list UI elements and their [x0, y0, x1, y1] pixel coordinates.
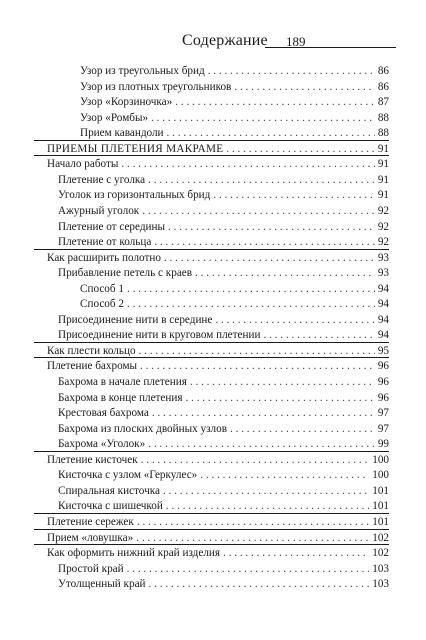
toc-entry-page: 93: [377, 267, 389, 280]
toc-entry-title: Начало работы: [47, 158, 119, 171]
dot-leader: [164, 250, 375, 266]
toc-entry-page: 100: [372, 469, 389, 482]
dot-leader: [190, 374, 375, 390]
dot-leader: [175, 94, 375, 110]
toc-entry-page: 96: [377, 376, 389, 388]
toc-entry-page: 94: [377, 282, 389, 295]
toc-entry[interactable]: [80, 110, 389, 126]
toc-entry[interactable]: [58, 187, 389, 203]
toc-entry[interactable]: [58, 219, 389, 235]
toc-entry[interactable]: [58, 576, 389, 592]
toc-entry[interactable]: [80, 63, 389, 79]
toc-entry-title: Прием «ловушка»: [47, 531, 134, 544]
toc-entry-page: 102: [372, 547, 389, 560]
toc-entry-title: Бахрома в конце плетения: [58, 391, 183, 404]
toc-entry-title: Прибавление петель с краев: [58, 267, 193, 280]
toc-entry-title: Плетение с уголка: [58, 173, 146, 186]
toc-entry[interactable]: [80, 281, 389, 297]
toc-entry-title: Бахрома в начале плетения: [58, 376, 187, 388]
toc-entry-page: 91: [377, 173, 389, 186]
toc-entry-page: 86: [377, 80, 389, 93]
dot-leader: [186, 390, 375, 406]
dot-leader: [121, 156, 374, 172]
dot-leader: [213, 187, 374, 203]
dot-leader: [208, 63, 375, 79]
toc-entry-title: Простой край: [58, 562, 124, 575]
toc-entry-page: 103: [372, 578, 389, 591]
toc-entry-page: 101: [372, 515, 389, 528]
section-rule: [34, 249, 389, 250]
dot-leader: [200, 467, 369, 483]
toc-entry-page: 94: [377, 313, 389, 326]
toc-entry-page: 100: [372, 453, 389, 466]
toc-entry[interactable]: [58, 561, 389, 577]
dot-leader: [151, 110, 375, 126]
toc-entry-title: ПРИЕМЫ ПЛЕТЕНИЯ МАКРАМЕ: [47, 142, 224, 155]
toc-entry-title: Кисточка с шишечкой: [58, 500, 163, 513]
toc-entry-page: 92: [377, 236, 389, 249]
dot-leader: [230, 421, 375, 437]
toc-entry-title: Ажурный уголок: [58, 204, 140, 217]
toc-entry-title: Узор из плотных треугольников: [80, 80, 232, 93]
toc-entry-title: Как плести кольцо: [47, 344, 136, 357]
toc-entry-page: 103: [372, 562, 389, 575]
toc-entry-title: Уголок из горизонтальных брид: [58, 189, 211, 202]
toc-entry-title: Как оформить нижний край изделия: [47, 547, 221, 560]
toc-entry[interactable]: [47, 358, 389, 374]
toc-entry-page: 91: [377, 142, 389, 155]
toc-entry-title: Бахрома из плоских двойных узлов: [58, 422, 227, 435]
toc-entry-title: Узор из треугольных брид: [80, 65, 205, 77]
dot-leader: [152, 405, 375, 421]
toc-entry[interactable]: [80, 79, 389, 95]
toc-entry[interactable]: [58, 374, 389, 390]
toc-entry-title: Плетение сережек: [47, 515, 134, 528]
toc-entry[interactable]: [58, 312, 389, 328]
section-rule: [34, 513, 389, 514]
dot-leader: [168, 219, 375, 235]
page-title: Содержание: [182, 32, 268, 49]
toc-entry-page: 94: [377, 298, 389, 311]
dot-leader: [163, 483, 369, 499]
toc-entry-page: 88: [377, 111, 389, 124]
section-rule: [34, 357, 389, 358]
dot-leader: [148, 172, 375, 188]
toc-entry[interactable]: [80, 94, 389, 110]
toc-entry[interactable]: [47, 250, 389, 266]
page-number: 189: [286, 34, 306, 49]
toc-entry-page: 86: [377, 65, 389, 77]
section-rule: [34, 155, 389, 156]
dot-leader: [141, 452, 370, 468]
toc-entry-title: Узор «Ромбы»: [80, 111, 149, 124]
toc-entry-page: 101: [372, 500, 389, 513]
section-rule: [34, 529, 389, 530]
toc-entry[interactable]: [58, 405, 389, 421]
toc-entry-title: Кисточка с узлом «Геркулес»: [58, 469, 198, 482]
toc-entry-page: 95: [377, 344, 389, 357]
toc-entry-title: Бахрома «Уголок»: [58, 438, 146, 451]
toc-entry-title: Способ 1: [80, 282, 124, 295]
dot-leader: [140, 358, 375, 374]
dot-leader: [234, 79, 374, 95]
toc-entry[interactable]: [58, 172, 389, 188]
dot-leader: [142, 203, 375, 219]
toc-entry-title: Способ 2: [80, 298, 124, 311]
dot-leader: [223, 545, 369, 561]
toc-entry[interactable]: [58, 421, 389, 437]
dot-leader: [215, 312, 374, 328]
toc-entry-title: Плетение от кольца: [58, 236, 152, 249]
toc-entry-page: 96: [377, 391, 389, 404]
toc-entry-title: Плетение от середины: [58, 220, 166, 233]
toc-entry-page: 102: [372, 531, 389, 544]
toc-entry-title: Узор «Корзиночка»: [80, 96, 173, 109]
toc-entry-title: Утолщенный край: [58, 578, 146, 591]
toc-entry-page: 97: [377, 422, 389, 435]
toc-entry-page: 92: [377, 220, 389, 233]
toc-entry-page: 101: [372, 484, 389, 497]
dot-leader: [127, 561, 370, 577]
dot-leader: [127, 296, 375, 312]
section-rule: [34, 140, 389, 141]
toc-entry[interactable]: [58, 203, 389, 219]
toc-entry[interactable]: [58, 265, 389, 281]
section-rule: [34, 544, 389, 545]
toc-entry[interactable]: [58, 390, 389, 406]
dot-leader: [149, 576, 370, 592]
toc-entry-title: Плетение бахромы: [47, 360, 138, 373]
toc-entry-page: 87: [377, 96, 389, 109]
toc-entry[interactable]: [47, 452, 389, 468]
dot-leader: [127, 281, 375, 297]
toc-entry-page: 91: [377, 189, 389, 202]
toc-entry-page: 88: [377, 127, 389, 140]
toc-entry-title: Прием кавандоли: [80, 127, 164, 140]
toc-entry-title: Плетение кисточек: [47, 453, 138, 466]
toc-entry-title: Присоединение нити в середине: [58, 313, 213, 326]
toc-entry[interactable]: [58, 483, 389, 499]
toc-entry[interactable]: [58, 467, 389, 483]
section-rule: [34, 451, 389, 452]
toc-entry-page: 93: [377, 251, 389, 264]
toc-entry[interactable]: [47, 156, 389, 172]
toc-entry-title: Спиральная кисточка: [58, 484, 160, 497]
toc-entry-title: Как расширить полотно: [47, 251, 161, 264]
toc-entry[interactable]: [47, 545, 389, 561]
toc-entry[interactable]: [80, 296, 389, 312]
toc-entry-page: 99: [377, 438, 389, 451]
toc-entry-title: Присоединение нити в круговом плетении: [58, 329, 261, 342]
toc-entry-page: 92: [377, 204, 389, 217]
dot-leader: [195, 265, 375, 281]
toc-entry-title: Крестовая бахрома: [58, 407, 149, 420]
toc-entry-page: 91: [377, 158, 389, 171]
toc-entry-page: 97: [377, 407, 389, 420]
toc-entry-page: 96: [377, 360, 389, 373]
section-rule: [34, 342, 389, 343]
toc-entry-page: 94: [377, 329, 389, 342]
